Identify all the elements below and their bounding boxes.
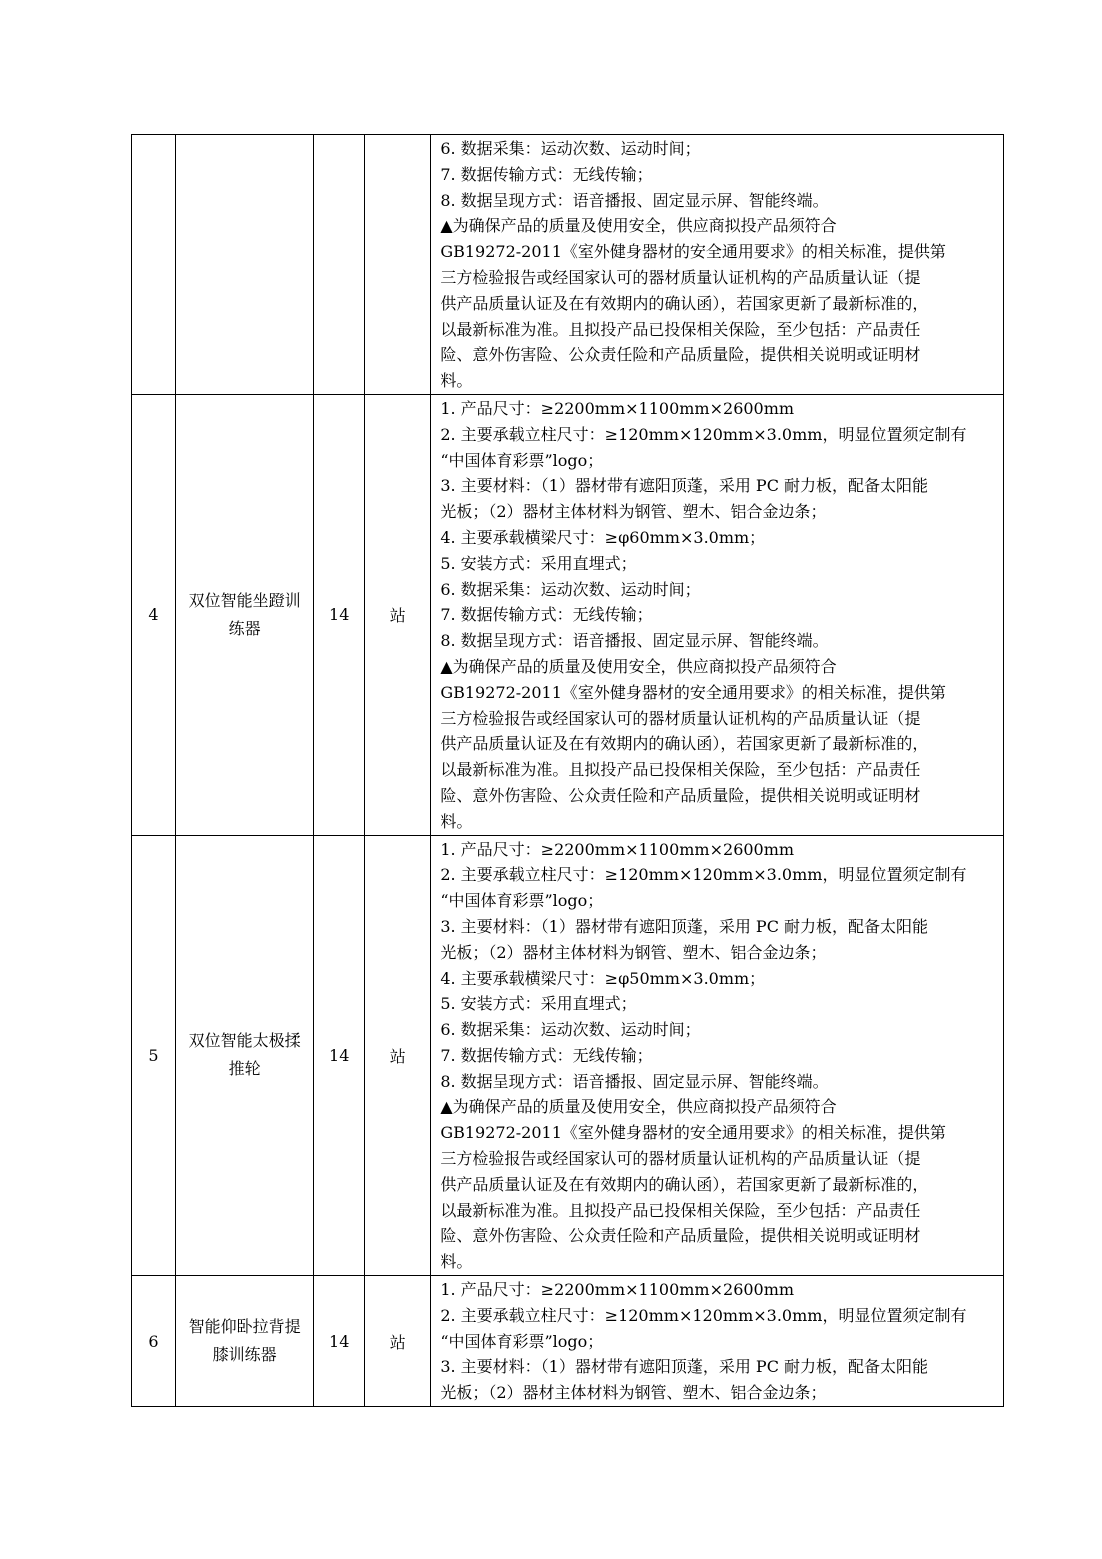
spec-line: 险、意外伤害险、公众责任险和产品质量险，提供相关说明或证明材	[440, 345, 921, 365]
item-spec	[431, 135, 1004, 395]
spec-line: 光板；（2）器材主体材料为钢管、塑木、铝合金边条；	[440, 502, 827, 522]
item-quantity: 14	[314, 394, 365, 835]
item-number: 5	[132, 835, 176, 1276]
item-unit	[365, 135, 431, 395]
spec-line: GB19272-2011《室外健身器材的安全通用要求》的相关标准，提供第	[440, 1123, 946, 1143]
spec-line: GB19272-2011《室外健身器材的安全通用要求》的相关标准，提供第	[440, 242, 946, 262]
spec-line: 1. 产品尺寸：≥2200mm×1100mm×2600mm	[440, 839, 795, 859]
spec-line: “中国体育彩票”logo；	[440, 1331, 604, 1351]
equipment-spec-table	[131, 134, 1004, 1407]
item-quantity: 14	[314, 835, 365, 1276]
item-name: 智能仰卧拉背提膝训练器	[176, 1276, 314, 1407]
spec-line: 险、意外伤害险、公众责任险和产品质量险，提供相关说明或证明材	[440, 1226, 921, 1246]
spec-line: 7. 数据传输方式：无线传输；	[440, 605, 653, 625]
spec-line: 8. 数据呈现方式：语音播报、固定显示屏、智能终端。	[440, 190, 829, 210]
table-row	[132, 1276, 1004, 1407]
spec-line: 1. 产品尺寸：≥2200mm×1100mm×2600mm	[440, 1280, 795, 1300]
item-spec	[431, 394, 1004, 835]
spec-line: 5. 安装方式：采用直埋式；	[440, 994, 637, 1014]
spec-line: 4. 主要承载横梁尺寸：≥φ60mm×3.0mm；	[440, 527, 766, 547]
spec-line: 以最新标准为准。且拟投产品已投保相关保险，至少包括：产品责任	[440, 760, 921, 780]
spec-line: ▲为确保产品的质量及使用安全，供应商拟投产品须符合	[440, 216, 837, 236]
item-name	[176, 135, 314, 395]
spec-line: “中国体育彩票”logo；	[440, 891, 604, 911]
spec-line: 以最新标准为准。且拟投产品已投保相关保险，至少包括：产品责任	[440, 1200, 921, 1220]
spec-line: 光板；（2）器材主体材料为钢管、塑木、铝合金边条；	[440, 942, 827, 962]
spec-line: GB19272-2011《室外健身器材的安全通用要求》的相关标准，提供第	[440, 682, 946, 702]
item-number: 4	[132, 394, 176, 835]
spec-line: 6. 数据采集：运动次数、运动时间；	[440, 579, 701, 599]
spec-line: 1. 产品尺寸：≥2200mm×1100mm×2600mm	[440, 398, 795, 418]
spec-line: 8. 数据呈现方式：语音播报、固定显示屏、智能终端。	[440, 631, 829, 651]
item-quantity: 14	[314, 1276, 365, 1407]
spec-line: 3. 主要材料：（1）器材带有遮阳顶蓬，采用 PC 耐力板，配备太阳能	[440, 1357, 929, 1377]
spec-line: 料。	[440, 371, 473, 391]
item-number: 6	[132, 1276, 176, 1407]
item-spec	[431, 835, 1004, 1276]
spec-line: 险、意外伤害险、公众责任险和产品质量险，提供相关说明或证明材	[440, 785, 921, 805]
spec-line: 料。	[440, 811, 473, 831]
spec-line: 以最新标准为准。且拟投产品已投保相关保险，至少包括：产品责任	[440, 319, 921, 339]
item-unit: 站	[365, 394, 431, 835]
item-name: 双位智能坐蹬训练器	[176, 394, 314, 835]
item-unit: 站	[365, 1276, 431, 1407]
table-row	[132, 394, 1004, 835]
spec-line: 7. 数据传输方式：无线传输；	[440, 1045, 653, 1065]
spec-line: “中国体育彩票”logo；	[440, 450, 604, 470]
spec-line: 6. 数据采集：运动次数、运动时间；	[440, 139, 701, 158]
spec-line: 7. 数据传输方式：无线传输；	[440, 164, 653, 184]
item-spec	[431, 1276, 1004, 1407]
spec-line: 8. 数据呈现方式：语音播报、固定显示屏、智能终端。	[440, 1071, 829, 1091]
spec-line: 5. 安装方式：采用直埋式；	[440, 553, 637, 573]
spec-line: 三方检验报告或经国家认可的器材质量认证机构的产品质量认证（提	[440, 708, 921, 728]
spec-line: 3. 主要材料：（1）器材带有遮阳顶蓬，采用 PC 耐力板，配备太阳能	[440, 476, 929, 496]
item-number	[132, 135, 176, 395]
spec-line: ▲为确保产品的质量及使用安全，供应商拟投产品须符合	[440, 1097, 837, 1117]
item-name: 双位智能太极揉推轮	[176, 835, 314, 1276]
spec-line: 料。	[440, 1252, 473, 1272]
spec-line: 三方检验报告或经国家认可的器材质量认证机构的产品质量认证（提	[440, 1149, 921, 1169]
table-row	[132, 135, 1004, 395]
spec-line: 供产品质量认证及在有效期内的确认函），若国家更新了最新标准的，	[440, 1174, 929, 1194]
spec-line: 4. 主要承载横梁尺寸：≥φ50mm×3.0mm；	[440, 968, 766, 988]
spec-line: 三方检验报告或经国家认可的器材质量认证机构的产品质量认证（提	[440, 267, 921, 287]
spec-line: 2. 主要承载立柱尺寸：≥120mm×120mm×3.0mm，明显位置须定制有	[440, 424, 967, 444]
table-row	[132, 835, 1004, 1276]
spec-line: 6. 数据采集：运动次数、运动时间；	[440, 1020, 701, 1040]
spec-line: ▲为确保产品的质量及使用安全，供应商拟投产品须符合	[440, 656, 837, 676]
spec-line: 2. 主要承载立柱尺寸：≥120mm×120mm×3.0mm，明显位置须定制有	[440, 1305, 967, 1325]
spec-line: 3. 主要材料：（1）器材带有遮阳顶蓬，采用 PC 耐力板，配备太阳能	[440, 916, 929, 936]
spec-line: 2. 主要承载立柱尺寸：≥120mm×120mm×3.0mm，明显位置须定制有	[440, 865, 967, 885]
item-quantity	[314, 135, 365, 395]
spec-line: 供产品质量认证及在有效期内的确认函），若国家更新了最新标准的，	[440, 293, 929, 313]
spec-line: 供产品质量认证及在有效期内的确认函），若国家更新了最新标准的，	[440, 734, 929, 754]
item-unit: 站	[365, 835, 431, 1276]
spec-line: 光板；（2）器材主体材料为钢管、塑木、铝合金边条；	[440, 1383, 827, 1403]
